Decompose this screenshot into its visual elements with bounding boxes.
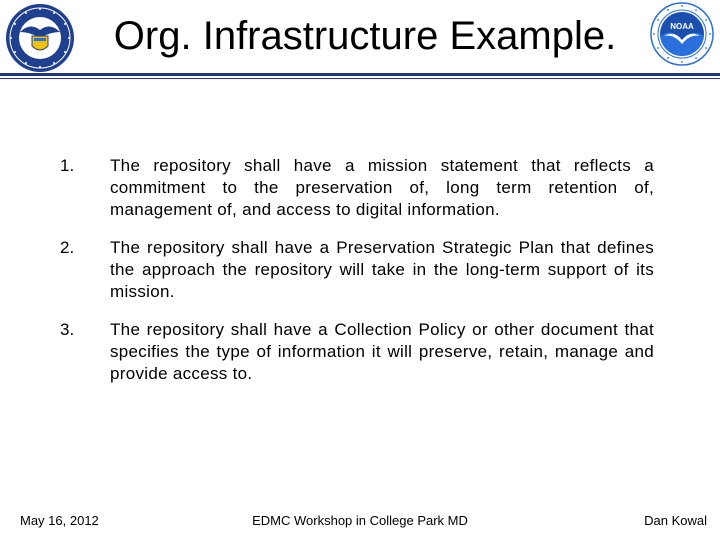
noaa-logo-text: NOAA [670, 22, 694, 31]
header-rule-thin [0, 78, 720, 79]
footer-event: EDMC Workshop in College Park MD [252, 513, 468, 528]
noaa-logo-icon [650, 2, 714, 66]
list-item [60, 237, 654, 303]
list-item-number: 3. [60, 320, 75, 339]
requirements-list [60, 155, 654, 401]
list-item [60, 155, 654, 221]
list-item-number: 2. [60, 238, 75, 257]
list-item-text: The repository shall have a mission statement that reflects a commitment to the preservation of, long term retention of, management of, and access to digital information. [110, 156, 654, 219]
list-item [60, 319, 654, 385]
list-item-text: The repository shall have a Preservation Strategic Plan that defines the approach the repository will take in the long-term support of its mission. [110, 238, 654, 301]
header-rule [0, 73, 720, 76]
footer-author: Dan Kowal [644, 513, 707, 528]
footer-date: May 16, 2012 [20, 513, 99, 528]
slide-title: Org. Infrastructure Example. [113, 14, 617, 58]
list-item-number: 1. [60, 156, 75, 175]
list-item-text: The repository shall have a Collection Policy or other document that specifies the type of information it will preserve, retain, manage and provide access to. [110, 320, 654, 383]
department-of-commerce-seal-icon [4, 2, 76, 74]
